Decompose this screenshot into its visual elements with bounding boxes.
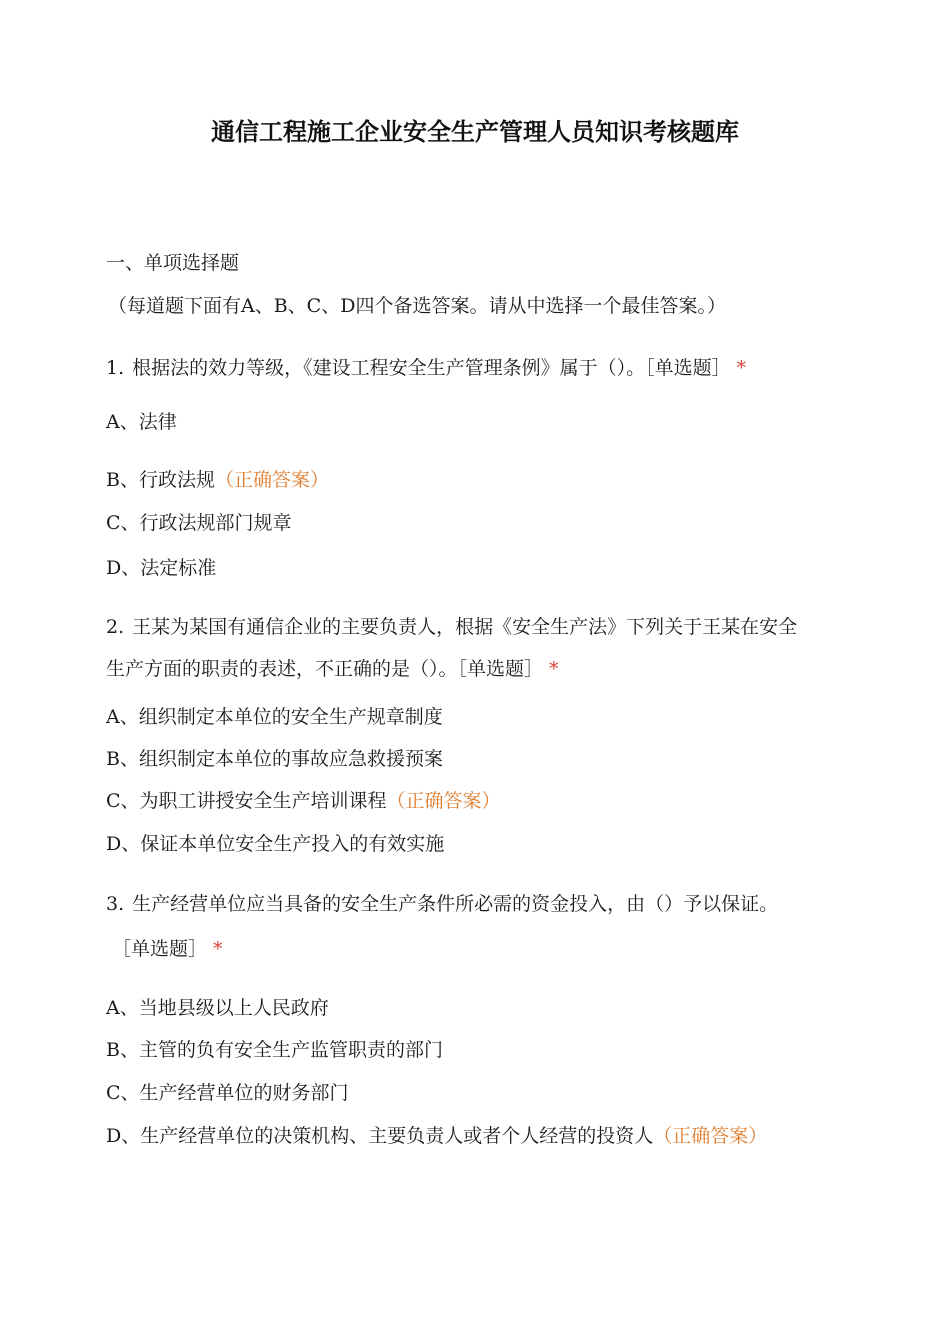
question-2-option-a: A、组织制定本单位的安全生产规章制度 — [106, 706, 443, 728]
question-3-option-d — [106, 1122, 767, 1150]
question-2-option-d: D、保证本单位安全生产投入的有效实施 — [106, 833, 445, 855]
question-text: ［单选题］ — [112, 938, 208, 960]
question-3-stem-line1 — [106, 890, 778, 918]
correct-answer-mark: （正确答案） — [386, 790, 501, 812]
option-text: C、为职工讲授安全生产培训课程 — [106, 790, 387, 812]
section-heading: 一、单项选择题 — [106, 252, 240, 274]
question-number: 3. — [106, 893, 125, 915]
question-1-option-a: A、法律 — [106, 411, 177, 433]
question-3-stem-line2 — [112, 935, 223, 963]
required-mark: * — [736, 357, 747, 379]
question-text: 生产经营单位应当具备的安全生产条件所必需的资金投入，由（）予以保证。 — [132, 893, 779, 915]
option-text: B、行政法规 — [106, 469, 215, 491]
document-title: 通信工程施工企业安全生产管理人员知识考核题库 — [211, 118, 739, 146]
question-3-option-a: A、当地县级以上人民政府 — [106, 997, 329, 1019]
question-3-option-c: C、生产经营单位的财务部门 — [106, 1082, 349, 1104]
question-number: 1. — [106, 357, 125, 379]
question-3-option-b: B、主管的负有安全生产监管职责的部门 — [106, 1039, 443, 1061]
question-2-option-c — [106, 787, 501, 815]
required-mark: * — [213, 938, 223, 960]
correct-answer-mark: （正确答案） — [653, 1125, 768, 1147]
question-2-option-b: B、组织制定本单位的事故应急救援预案 — [106, 748, 443, 770]
question-text: 王某为某国有通信企业的主要负责人，根据《安全生产法》下列关于王某在安全 — [132, 616, 798, 638]
section-instruction: （每道题下面有A、B、C、D四个备选答案。请从中选择一个最佳答案。） — [108, 295, 726, 317]
question-2-stem-line2 — [106, 655, 559, 683]
question-1-option-d: D、法定标准 — [106, 557, 217, 579]
question-text: 根据法的效力等级，《建设工程安全生产管理条例》属于（）。［单选题］ — [132, 357, 731, 379]
option-text: D、生产经营单位的决策机构、主要负责人或者个人经营的投资人 — [106, 1125, 654, 1147]
correct-answer-mark: （正确答案） — [214, 469, 329, 491]
question-number: 2. — [106, 616, 125, 638]
question-2-stem-line1 — [106, 613, 797, 641]
question-1-option-c: C、行政法规部门规章 — [106, 512, 292, 534]
question-1-stem — [106, 354, 746, 382]
question-text: 生产方面的职责的表述，不正确的是（）。［单选题］ — [106, 658, 544, 680]
question-1-option-b — [106, 466, 329, 494]
required-mark: * — [549, 658, 559, 680]
